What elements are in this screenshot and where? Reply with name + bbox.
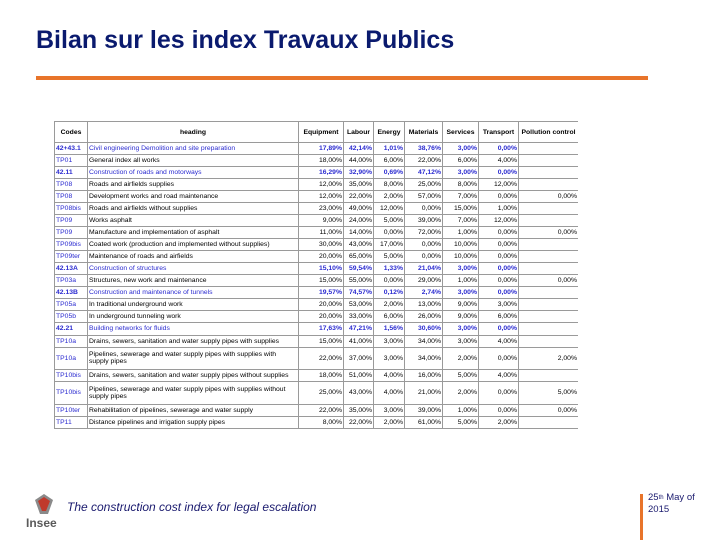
table-row <box>55 155 579 167</box>
heading-cell: Pipelines, sewerage and water supply pipes with supplies with supply pipes <box>88 347 299 370</box>
value-cell: 5,00% <box>519 382 579 405</box>
footer-caption: The construction cost index for legal escalation <box>67 500 317 514</box>
value-cell <box>519 155 579 167</box>
insee-logo <box>26 492 62 536</box>
footer-divider <box>640 494 643 540</box>
table-row <box>55 215 579 227</box>
value-cell: 6,00% <box>374 311 405 323</box>
value-cell: 5,00% <box>443 416 479 428</box>
table-row <box>55 347 579 370</box>
value-cell: 2,00% <box>374 299 405 311</box>
value-cell: 61,00% <box>405 416 443 428</box>
table-row <box>55 275 579 287</box>
value-cell: 16,29% <box>299 167 344 179</box>
value-cell: 34,00% <box>405 347 443 370</box>
value-cell <box>519 167 579 179</box>
table-row <box>55 299 579 311</box>
table-row <box>55 143 579 155</box>
value-cell: 4,00% <box>479 155 519 167</box>
value-cell: 1,01% <box>374 143 405 155</box>
value-cell: 2,00% <box>479 416 519 428</box>
heading-cell: Drains, sewers, sanitation and water supply pipes without supplies <box>88 370 299 382</box>
table-row <box>55 191 579 203</box>
value-cell: 12,00% <box>299 179 344 191</box>
value-cell: 1,00% <box>443 275 479 287</box>
value-cell: 57,00% <box>405 191 443 203</box>
value-cell: 30,60% <box>405 323 443 335</box>
value-cell: 72,00% <box>405 227 443 239</box>
value-cell: 2,00% <box>443 382 479 405</box>
value-cell: 12,00% <box>479 179 519 191</box>
value-cell: 51,00% <box>344 370 374 382</box>
column-header: heading <box>88 122 299 143</box>
value-cell: 4,00% <box>479 370 519 382</box>
value-cell: 37,00% <box>344 347 374 370</box>
value-cell: 3,00% <box>443 167 479 179</box>
table-row <box>55 323 579 335</box>
value-cell: 10,00% <box>443 251 479 263</box>
table-body <box>55 143 579 429</box>
value-cell <box>519 179 579 191</box>
code-cell: 42+43.1 <box>55 143 88 155</box>
value-cell: 5,00% <box>374 215 405 227</box>
value-cell: 24,00% <box>344 215 374 227</box>
value-cell: 0,00% <box>405 251 443 263</box>
value-cell: 5,00% <box>443 370 479 382</box>
value-cell: 30,00% <box>299 239 344 251</box>
heading-cell: Pipelines, sewerage and water supply pipes with supplies without supply pipes <box>88 382 299 405</box>
value-cell: 2,00% <box>519 347 579 370</box>
value-cell: 0,69% <box>374 167 405 179</box>
value-cell: 3,00% <box>443 263 479 275</box>
code-cell: TP09bis <box>55 239 88 251</box>
value-cell: 26,00% <box>405 311 443 323</box>
heading-cell: Construction and maintenance of tunnels <box>88 287 299 299</box>
value-cell: 1,00% <box>443 227 479 239</box>
value-cell: 4,00% <box>479 335 519 347</box>
column-header: Energy <box>374 122 405 143</box>
value-cell: 12,00% <box>374 203 405 215</box>
value-cell: 0,00% <box>519 227 579 239</box>
column-header: Labour <box>344 122 374 143</box>
value-cell: 13,00% <box>405 299 443 311</box>
column-header: Services <box>443 122 479 143</box>
code-cell: TP10a <box>55 335 88 347</box>
value-cell: 34,00% <box>405 335 443 347</box>
heading-cell: General index all works <box>88 155 299 167</box>
table-row <box>55 227 579 239</box>
heading-cell: Development works and road maintenance <box>88 191 299 203</box>
value-cell: 47,12% <box>405 167 443 179</box>
value-cell: 9,00% <box>443 311 479 323</box>
insee-logo-text: Insee <box>26 516 57 530</box>
value-cell: 21,00% <box>405 382 443 405</box>
value-cell: 19,57% <box>299 287 344 299</box>
value-cell: 2,00% <box>374 416 405 428</box>
column-header: Equipment <box>299 122 344 143</box>
value-cell: 42,14% <box>344 143 374 155</box>
value-cell: 20,00% <box>299 251 344 263</box>
value-cell: 3,00% <box>443 143 479 155</box>
heading-cell: In traditional underground work <box>88 299 299 311</box>
code-cell: TP09 <box>55 227 88 239</box>
code-cell: 42.21 <box>55 323 88 335</box>
table-row <box>55 404 579 416</box>
value-cell: 18,00% <box>299 370 344 382</box>
value-cell: 55,00% <box>344 275 374 287</box>
code-cell: TP09 <box>55 215 88 227</box>
value-cell: 44,00% <box>344 155 374 167</box>
value-cell: 32,90% <box>344 167 374 179</box>
value-cell: 18,00% <box>299 155 344 167</box>
value-cell: 17,00% <box>374 239 405 251</box>
value-cell: 39,00% <box>405 215 443 227</box>
value-cell: 35,00% <box>344 179 374 191</box>
value-cell: 21,04% <box>405 263 443 275</box>
value-cell: 10,00% <box>443 239 479 251</box>
code-cell: TP03a <box>55 275 88 287</box>
value-cell: 20,00% <box>299 311 344 323</box>
value-cell: 39,00% <box>405 404 443 416</box>
value-cell: 17,89% <box>299 143 344 155</box>
value-cell <box>519 251 579 263</box>
table-row <box>55 382 579 405</box>
value-cell: 16,00% <box>405 370 443 382</box>
value-cell: 1,00% <box>479 203 519 215</box>
value-cell: 3,00% <box>374 335 405 347</box>
code-cell: TP11 <box>55 416 88 428</box>
value-cell <box>519 323 579 335</box>
value-cell: 20,00% <box>299 299 344 311</box>
code-cell: TP10a <box>55 347 88 370</box>
code-cell: 42.13A <box>55 263 88 275</box>
value-cell: 0,00% <box>479 251 519 263</box>
heading-cell: Structures, new work and maintenance <box>88 275 299 287</box>
code-cell: TP10bis <box>55 382 88 405</box>
value-cell: 59,54% <box>344 263 374 275</box>
value-cell: 0,00% <box>479 239 519 251</box>
value-cell <box>519 215 579 227</box>
value-cell <box>519 143 579 155</box>
value-cell: 6,00% <box>374 155 405 167</box>
value-cell: 1,00% <box>443 404 479 416</box>
value-cell: 3,00% <box>479 299 519 311</box>
value-cell: 22,00% <box>299 347 344 370</box>
value-cell: 0,00% <box>479 143 519 155</box>
value-cell: 6,00% <box>443 155 479 167</box>
value-cell: 22,00% <box>299 404 344 416</box>
value-cell: 0,00% <box>374 227 405 239</box>
value-cell: 43,00% <box>344 382 374 405</box>
value-cell: 2,00% <box>374 191 405 203</box>
heading-cell: Roads and airfields supplies <box>88 179 299 191</box>
table-row <box>55 179 579 191</box>
value-cell: 1,33% <box>374 263 405 275</box>
value-cell: 7,00% <box>443 215 479 227</box>
value-cell: 0,00% <box>479 382 519 405</box>
value-cell: 8,00% <box>299 416 344 428</box>
heading-cell: Manufacture and implementation of asphalt <box>88 227 299 239</box>
value-cell: 0,12% <box>374 287 405 299</box>
column-header: Pollution control <box>519 122 579 143</box>
insee-logo-mark-icon <box>35 494 53 514</box>
value-cell: 9,00% <box>443 299 479 311</box>
table-row <box>55 251 579 263</box>
value-cell: 0,00% <box>479 323 519 335</box>
value-cell: 9,00% <box>299 215 344 227</box>
heading-cell: Works asphalt <box>88 215 299 227</box>
value-cell <box>519 335 579 347</box>
value-cell: 6,00% <box>479 311 519 323</box>
value-cell: 7,00% <box>443 191 479 203</box>
value-cell: 0,00% <box>479 227 519 239</box>
value-cell: 12,00% <box>479 215 519 227</box>
heading-cell: Distance pipelines and irrigation supply pipes <box>88 416 299 428</box>
heading-cell: Drains, sewers, sanitation and water supply pipes with supplies <box>88 335 299 347</box>
value-cell: 29,00% <box>405 275 443 287</box>
code-cell: 42.13B <box>55 287 88 299</box>
table-row <box>55 311 579 323</box>
value-cell: 3,00% <box>443 323 479 335</box>
table-row <box>55 239 579 251</box>
value-cell: 33,00% <box>344 311 374 323</box>
value-cell: 5,00% <box>374 251 405 263</box>
value-cell <box>519 416 579 428</box>
value-cell: 0,00% <box>405 239 443 251</box>
value-cell <box>519 287 579 299</box>
code-cell: TP09ter <box>55 251 88 263</box>
value-cell: 11,00% <box>299 227 344 239</box>
value-cell <box>519 263 579 275</box>
value-cell <box>519 299 579 311</box>
value-cell <box>519 370 579 382</box>
date-month: May of <box>663 492 695 503</box>
value-cell: 0,00% <box>405 203 443 215</box>
heading-cell: Civil engineering Demolition and site preparation <box>88 143 299 155</box>
index-table <box>54 121 578 429</box>
value-cell: 15,00% <box>299 275 344 287</box>
value-cell: 0,00% <box>479 167 519 179</box>
value-cell: 41,00% <box>344 335 374 347</box>
date-year: 2015 <box>648 504 670 515</box>
value-cell: 4,00% <box>374 382 405 405</box>
table-header-row <box>55 122 579 143</box>
value-cell: 0,00% <box>519 191 579 203</box>
table-row <box>55 203 579 215</box>
value-cell: 0,00% <box>479 347 519 370</box>
table-row <box>55 167 579 179</box>
value-cell: 22,00% <box>344 191 374 203</box>
value-cell: 49,00% <box>344 203 374 215</box>
table-row <box>55 263 579 275</box>
value-cell: 0,00% <box>519 404 579 416</box>
value-cell: 0,00% <box>519 275 579 287</box>
value-cell: 2,74% <box>405 287 443 299</box>
index-table-container <box>54 121 578 429</box>
value-cell: 22,00% <box>405 155 443 167</box>
value-cell: 8,00% <box>374 179 405 191</box>
value-cell: 0,00% <box>374 275 405 287</box>
code-cell: TP05a <box>55 299 88 311</box>
value-cell: 3,00% <box>443 335 479 347</box>
table-row <box>55 335 579 347</box>
code-cell: TP10bis <box>55 370 88 382</box>
value-cell: 0,00% <box>479 404 519 416</box>
value-cell: 3,00% <box>374 404 405 416</box>
value-cell: 47,21% <box>344 323 374 335</box>
value-cell <box>519 239 579 251</box>
value-cell: 2,00% <box>443 347 479 370</box>
code-cell: TP08 <box>55 179 88 191</box>
code-cell: TP08bis <box>55 203 88 215</box>
code-cell: TP10ter <box>55 404 88 416</box>
value-cell: 25,00% <box>405 179 443 191</box>
heading-cell: Coated work (production and implemented without supplies) <box>88 239 299 251</box>
page-title: Bilan sur les index Travaux Publics <box>36 26 455 54</box>
code-cell: 42.11 <box>55 167 88 179</box>
value-cell: 0,00% <box>479 275 519 287</box>
value-cell: 1,56% <box>374 323 405 335</box>
table-row <box>55 370 579 382</box>
value-cell: 12,00% <box>299 191 344 203</box>
value-cell: 4,00% <box>374 370 405 382</box>
column-header: Materials <box>405 122 443 143</box>
column-header: Transport <box>479 122 519 143</box>
value-cell: 23,00% <box>299 203 344 215</box>
value-cell: 3,00% <box>374 347 405 370</box>
value-cell: 15,00% <box>443 203 479 215</box>
value-cell: 0,00% <box>479 287 519 299</box>
footer-date <box>648 492 695 516</box>
heading-cell: Roads and airfields without supplies <box>88 203 299 215</box>
value-cell: 0,00% <box>479 191 519 203</box>
value-cell: 17,63% <box>299 323 344 335</box>
value-cell: 25,00% <box>299 382 344 405</box>
title-underline <box>36 76 648 80</box>
heading-cell: Rehabilitation of pipelines, sewerage and water supply <box>88 404 299 416</box>
value-cell: 3,00% <box>443 287 479 299</box>
value-cell: 65,00% <box>344 251 374 263</box>
value-cell: 15,00% <box>299 335 344 347</box>
code-cell: TP01 <box>55 155 88 167</box>
value-cell: 53,00% <box>344 299 374 311</box>
value-cell <box>519 203 579 215</box>
heading-cell: Building networks for fluids <box>88 323 299 335</box>
date-suffix: th <box>658 495 664 501</box>
code-cell: TP05b <box>55 311 88 323</box>
heading-cell: In underground tunneling work <box>88 311 299 323</box>
value-cell: 38,76% <box>405 143 443 155</box>
heading-cell: Construction of roads and motorways <box>88 167 299 179</box>
code-cell: TP08 <box>55 191 88 203</box>
value-cell: 0,00% <box>479 263 519 275</box>
table-row <box>55 416 579 428</box>
heading-cell: Maintenance of roads and airfields <box>88 251 299 263</box>
value-cell: 35,00% <box>344 404 374 416</box>
value-cell: 22,00% <box>344 416 374 428</box>
value-cell <box>519 311 579 323</box>
value-cell: 14,00% <box>344 227 374 239</box>
heading-cell: Construction of structures <box>88 263 299 275</box>
date-day: 25 <box>648 492 659 503</box>
column-header: Codes <box>55 122 88 143</box>
value-cell: 15,10% <box>299 263 344 275</box>
value-cell: 8,00% <box>443 179 479 191</box>
value-cell: 74,57% <box>344 287 374 299</box>
value-cell: 43,00% <box>344 239 374 251</box>
table-row <box>55 287 579 299</box>
